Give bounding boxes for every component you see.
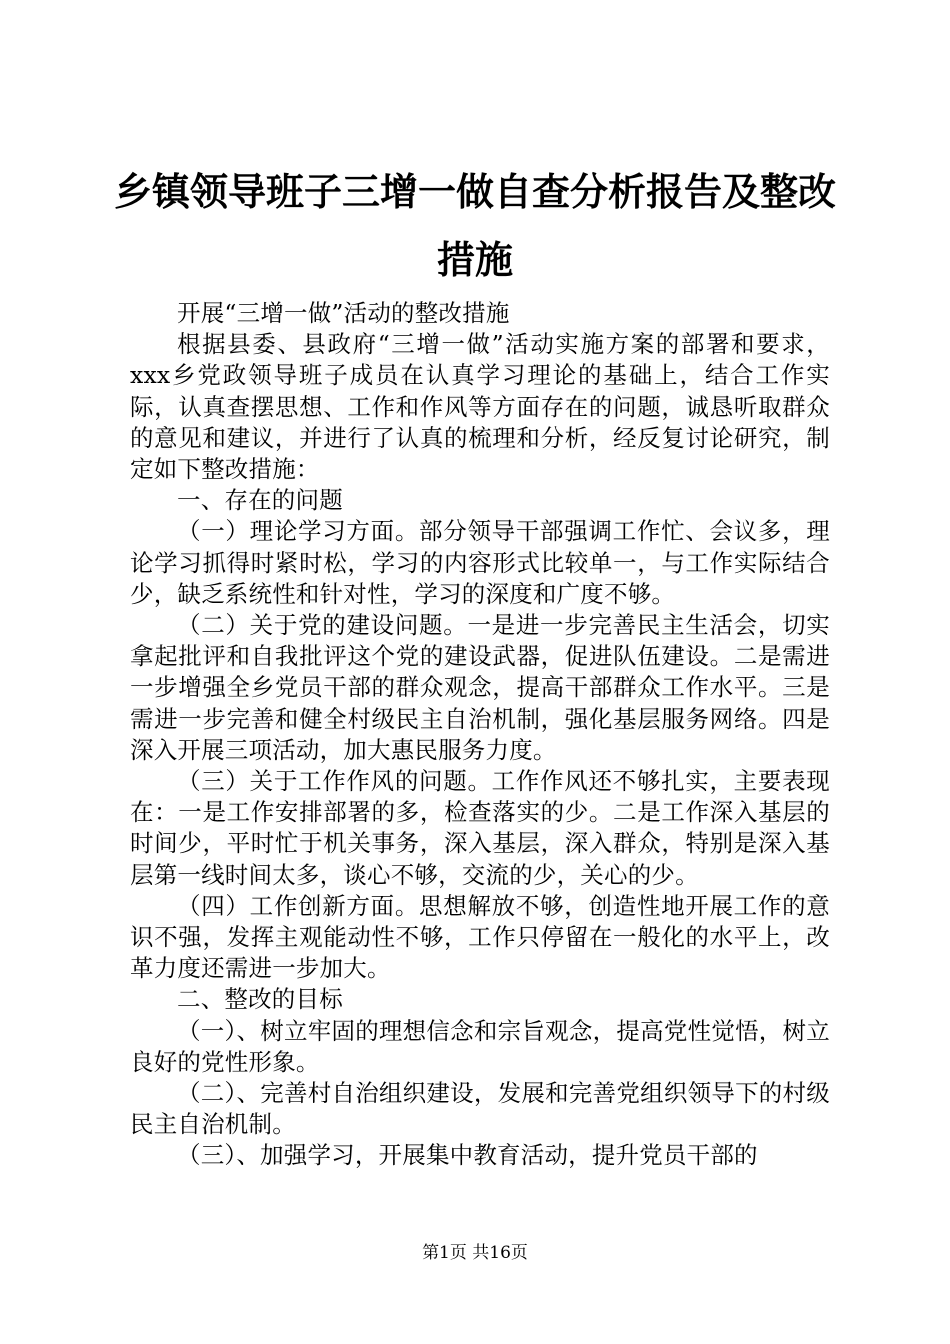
goal-paragraph-2: （二）、完善村自治组织建设，发展和完善党组织领导下的村级民主自治机制。: [130, 1079, 830, 1139]
subtitle-paragraph: 开展“三增一做”活动的整改措施: [177, 299, 510, 327]
page-footer: 第1页 共16页: [422, 1243, 528, 1263]
document-body: [130, 298, 830, 1172]
problem-paragraph-3: （三）关于工作作风的问题。工作作风还不够扎实，主要表现在：一是工作安排部署的多，检查落实的少。二是工作深入基层的时间少，平时忙于机关事务，深入基层，深入群众，特别是深入基层第一线时间太多，谈心不够，交流的少，关心的少。: [130, 767, 830, 889]
problem-paragraph-2: （二）关于党的建设问题。一是进一步完善民主生活会，切实拿起批评和自我批评这个党的建设武器，促进队伍建设。二是需进一步增强全乡党员干部的群众观念，提高干部群众工作水平。三是需进一步完善和健全村级民主自治机制，强化基层服务网络。四是深入开展三项活动，加大惠民服务力度。: [130, 611, 830, 764]
intro-paragraph: 根据县委、县政府“三增一做”活动实施方案的部署和要求，xxx乡党政领导班子成员在认真学习理论的基础上，结合工作实际，认真查摆思想、工作和作风等方面存在的问题，诚恳听取群众的意见和建议，并进行了认真的梳理和分析，经反复讨论研究，制定如下整改措施：: [130, 330, 830, 484]
section-heading-goals: 二、整改的目标: [177, 985, 343, 1014]
problem-paragraph-4: （四）工作创新方面。思想解放不够，创造性地开展工作的意识不强，发挥主观能动性不够，工作只停留在一般化的水平上，改革力度还需进一步加大。: [130, 891, 830, 983]
problem-paragraph-1: （一）理论学习方面。部分领导干部强调工作忙、会议多，理论学习抓得时紧时松，学习的内容形式比较单一，与工作实际结合少，缺乏系统性和针对性，学习的深度和广度不够。: [130, 517, 830, 608]
goal-paragraph-1: （一）、树立牢固的理想信念和宗旨观念，提高党性觉悟，树立良好的党性形象。: [130, 1016, 830, 1076]
section-heading-problems: 一、存在的问题: [177, 486, 343, 515]
goal-paragraph-3: （三）、加强学习，开展集中教育活动，提升党员干部的: [177, 1141, 758, 1170]
document-title: 乡镇领导班子三增一做自查分析报告及整改措施: [113, 170, 836, 282]
